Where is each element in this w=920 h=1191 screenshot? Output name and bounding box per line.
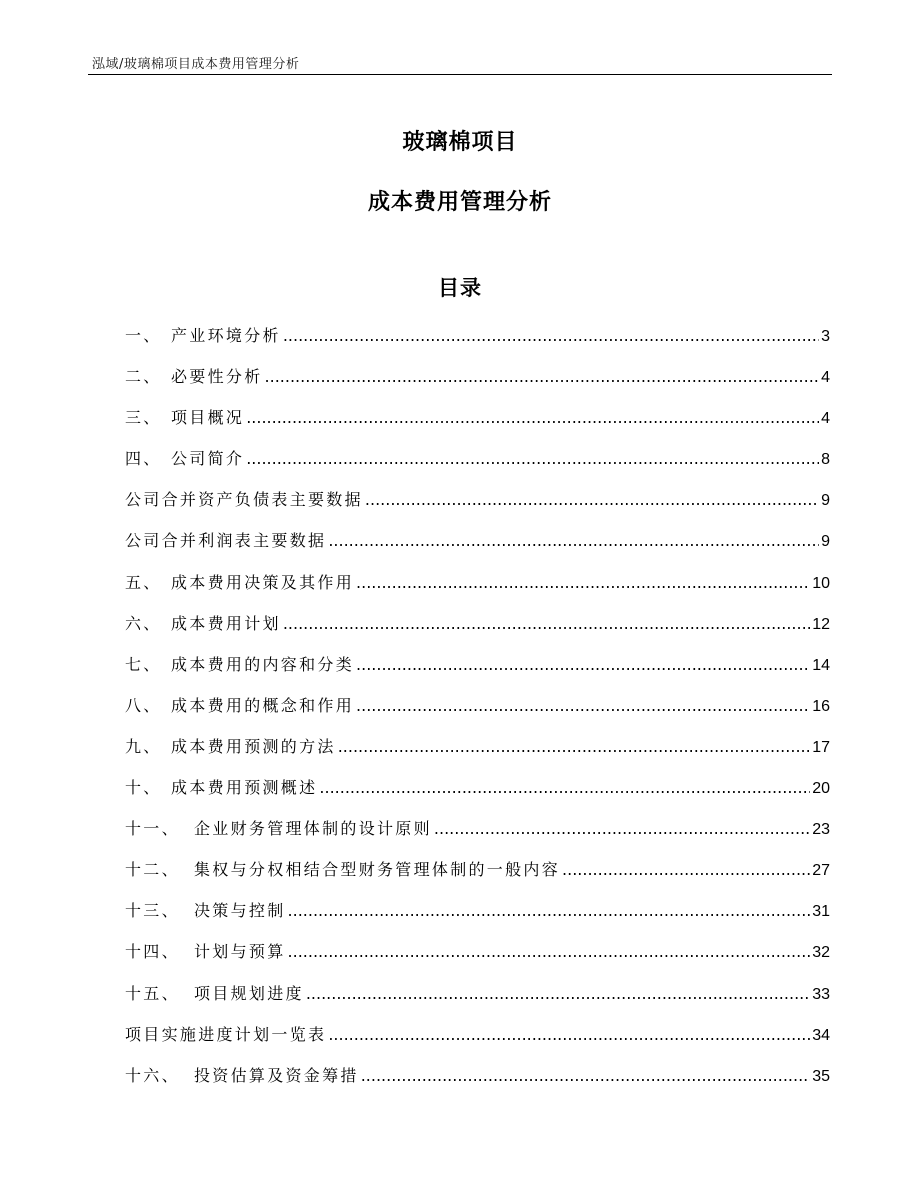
toc-entry-label: 集权与分权相结合型财务管理体制的一般内容 (194, 860, 561, 880)
toc-entry-page: 14 (812, 656, 830, 674)
toc-entry-number: 五、 (125, 572, 162, 592)
toc-entry-label: 产业环境分析 (171, 326, 281, 345)
toc-entry-page: 9 (821, 533, 830, 551)
toc-entry-page: 17 (812, 738, 830, 756)
toc-entry-label: 项目实施进度计划一览表 (125, 1024, 327, 1044)
toc-entry-label: 成本费用的概念和作用 (171, 695, 355, 715)
toc-entry[interactable] (125, 611, 830, 652)
toc-entry[interactable] (125, 898, 830, 939)
toc-dot-leader (356, 696, 810, 715)
toc-entry-label: 公司简介 (171, 449, 245, 469)
table-of-contents (125, 323, 830, 1104)
toc-entry[interactable] (125, 323, 830, 364)
toc-entry[interactable] (125, 1022, 830, 1063)
toc-entry-page: 31 (812, 903, 830, 921)
toc-entry-number: 十二、 (125, 860, 180, 880)
toc-entry-label: 决策与控制 (194, 901, 286, 921)
toc-dot-leader (328, 1025, 810, 1044)
toc-entry[interactable] (125, 734, 830, 775)
toc-entry[interactable] (125, 405, 830, 446)
toc-entry-page: 12 (812, 615, 830, 633)
toc-entry-number: 十四、 (125, 942, 180, 962)
toc-entry[interactable] (125, 446, 830, 487)
toc-entry-page: 10 (812, 574, 830, 592)
document-title-line2: 成本费用管理分析 (367, 190, 552, 215)
toc-entry-page: 4 (821, 369, 830, 387)
toc-entry-number: 二、 (125, 367, 162, 387)
toc-entry-label: 项目概况 (171, 408, 245, 428)
toc-entry[interactable] (125, 528, 830, 569)
toc-entry-number: 六、 (125, 613, 162, 633)
toc-entry-number: 十一、 (125, 819, 180, 839)
toc-entry-page: 33 (812, 985, 830, 1003)
toc-dot-leader (246, 408, 819, 427)
toc-entry[interactable] (125, 981, 830, 1022)
toc-entry[interactable] (125, 693, 830, 734)
toc-entry-label: 企业财务管理体制的设计原则 (194, 819, 432, 839)
toc-entry-page: 16 (812, 697, 830, 715)
toc-dot-leader (356, 573, 810, 592)
toc-dot-leader (361, 1066, 811, 1085)
toc-entry-number: 十六、 (125, 1065, 180, 1085)
toc-entry-label: 成本费用预测概述 (171, 778, 318, 798)
toc-dot-leader (306, 984, 810, 1003)
toc-entry-number: 四、 (125, 449, 162, 469)
toc-dot-leader (283, 614, 810, 633)
toc-entry-number: 七、 (125, 654, 162, 674)
toc-dot-leader (265, 367, 820, 386)
toc-entry-label: 公司合并利润表主要数据 (125, 531, 327, 551)
toc-entry-number: 十五、 (125, 983, 180, 1003)
toc-dot-leader (356, 655, 810, 674)
toc-entry[interactable] (125, 857, 830, 898)
toc-entry-label: 必要性分析 (171, 367, 263, 387)
toc-dot-leader (365, 490, 819, 509)
toc-entry-number: 十三、 (125, 901, 180, 921)
toc-entry-number: 十、 (125, 778, 162, 798)
toc-entry-page: 8 (821, 451, 830, 469)
toc-entry-page: 9 (821, 492, 830, 510)
toc-entry-page: 23 (812, 821, 830, 839)
toc-entry-page: 27 (812, 862, 830, 880)
toc-entry-page: 3 (821, 328, 830, 345)
toc-entry-label: 成本费用的内容和分类 (171, 654, 355, 674)
header-divider (88, 74, 832, 75)
toc-dot-leader (328, 531, 819, 550)
toc-dot-leader (338, 737, 811, 756)
toc-dot-leader (288, 901, 811, 920)
toc-heading: 目录 (438, 276, 482, 300)
toc-entry[interactable] (125, 652, 830, 693)
toc-entry-page: 32 (812, 944, 830, 962)
toc-entry-page: 20 (812, 780, 830, 798)
toc-entry[interactable] (125, 1063, 830, 1104)
toc-dot-leader (288, 942, 811, 961)
toc-dot-leader (283, 326, 819, 345)
toc-entry-number: 一、 (125, 326, 162, 345)
toc-entry[interactable] (125, 775, 830, 816)
toc-entry[interactable] (125, 364, 830, 405)
toc-entry-label: 公司合并资产负债表主要数据 (125, 490, 363, 510)
toc-entry-page: 4 (821, 410, 830, 428)
toc-entry-label: 投资估算及资金筹措 (194, 1065, 359, 1085)
toc-entry[interactable] (125, 570, 830, 611)
toc-entry-number: 九、 (125, 736, 162, 756)
toc-entry-label: 成本费用决策及其作用 (171, 572, 355, 592)
toc-dot-leader (434, 819, 810, 838)
toc-entry-label: 项目规划进度 (194, 983, 304, 1003)
toc-entry[interactable] (125, 939, 830, 980)
toc-entry-number: 三、 (125, 408, 162, 428)
toc-entry-label: 成本费用计划 (171, 613, 281, 633)
toc-dot-leader (562, 860, 810, 879)
toc-entry-label: 成本费用预测的方法 (171, 736, 336, 756)
document-title-line1: 玻璃棉项目 (402, 130, 518, 155)
toc-entry-number: 八、 (125, 695, 162, 715)
toc-dot-leader (246, 449, 819, 468)
toc-dot-leader (319, 778, 810, 797)
toc-entry[interactable] (125, 487, 830, 528)
toc-entry-label: 计划与预算 (194, 942, 286, 962)
toc-entry[interactable] (125, 816, 830, 857)
toc-entry-page: 35 (812, 1067, 830, 1085)
toc-entry-page: 34 (812, 1026, 830, 1044)
running-header: 泓域/玻璃棉项目成本费用管理分析 (92, 57, 300, 72)
